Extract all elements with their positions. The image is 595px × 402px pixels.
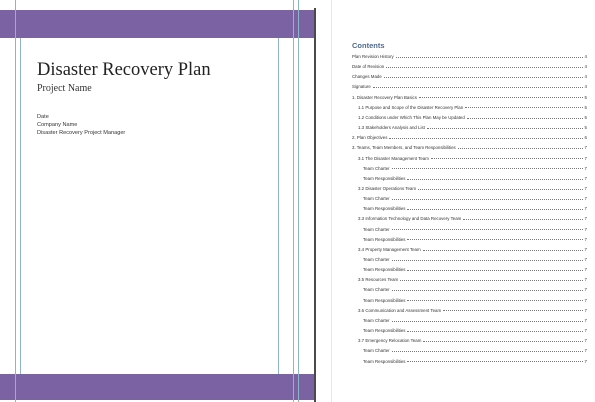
toc-entry-title: Team Responsibilities [363, 206, 406, 212]
toc-entry[interactable] [352, 52, 587, 59]
toc-dot-leader [443, 310, 582, 311]
toc-entry-page: 7 [584, 165, 587, 171]
toc-entry-page: 6 [584, 135, 587, 141]
toc-dot-leader [463, 219, 582, 220]
toc-dot-leader [407, 331, 582, 332]
toc-entry-title: 3.3 Information Technology and Data Recovery Team [358, 216, 462, 222]
toc-heading: Contents [352, 41, 385, 50]
toc-dot-leader [418, 189, 583, 190]
toc-entry-title: Team Responsibilities [363, 358, 406, 364]
toc-entry-page: 5 [584, 125, 587, 131]
toc-entry[interactable] [358, 214, 587, 221]
toc-entry-title: Team Charter [363, 287, 390, 293]
toc-dot-leader [407, 239, 582, 240]
toc-entry-title: Team Responsibilities [363, 297, 406, 303]
toc-dot-leader [407, 300, 582, 301]
toc-dot-leader [392, 321, 583, 322]
toc-entry[interactable] [363, 235, 587, 242]
cover-left-rule [15, 0, 16, 402]
page-shadow [314, 8, 316, 402]
toc-entry[interactable] [358, 113, 587, 120]
toc-entry-page: 7 [584, 317, 587, 323]
toc-entry[interactable] [358, 184, 587, 191]
toc-dot-leader [389, 138, 582, 139]
toc-entry-title: Team Charter [363, 226, 390, 232]
toc-entry-page: 7 [584, 145, 587, 151]
toc-entry-page: 7 [584, 257, 587, 262]
toc-entry-page: 7 [584, 175, 587, 181]
toc-entry[interactable] [358, 336, 587, 343]
toc-entry-title: Plan Revision History [352, 54, 394, 59]
toc-entry-title: 3.5 Resources Team [358, 277, 399, 283]
toc-entry[interactable] [358, 275, 587, 282]
cover-inner-rule-right [278, 38, 279, 374]
toc-dot-leader [386, 67, 582, 68]
toc-entry-title: Team Charter [363, 317, 390, 323]
toc-entry[interactable] [358, 306, 587, 313]
toc-entry-title: Team Charter [363, 348, 390, 354]
toc-entry-page: 4 [584, 84, 587, 90]
toc-dot-leader [373, 87, 583, 88]
cover-right-rule-b [298, 0, 299, 402]
toc-entry-page: 7 [584, 277, 587, 283]
toc-dot-leader [392, 290, 583, 291]
toc-entry-title: Changes Made [352, 74, 382, 80]
toc-dot-leader [465, 107, 582, 108]
toc-entry-title: Team Responsibilities [363, 236, 406, 242]
toc-entry[interactable] [363, 296, 587, 303]
cover-right-rule-a [293, 0, 294, 402]
toc-entry[interactable] [352, 133, 587, 140]
toc-entry-title: 1.1 Purpose and Scope of the Disaster Recovery Plan [358, 104, 464, 110]
toc-dot-leader [400, 280, 582, 281]
cover-top-band [0, 10, 315, 38]
cover-inner-rule-left [20, 38, 21, 374]
toc-entry-page: 7 [584, 267, 587, 273]
toc-dot-leader [407, 270, 582, 271]
toc-dot-leader [467, 118, 583, 119]
toc-entry-page: 7 [584, 297, 587, 303]
toc-entry[interactable] [363, 255, 587, 262]
toc-entry-page: 4 [584, 64, 587, 70]
toc-dot-leader [427, 128, 583, 129]
toc-dot-leader [423, 341, 582, 342]
toc-entry-title: Signature [352, 84, 371, 90]
toc-dot-leader [392, 229, 583, 230]
toc-entry-page: 7 [584, 155, 587, 161]
toc-entry-title: 3.1 The Disaster Management Team [358, 155, 429, 161]
toc-entry-title: Team Responsibilities [363, 267, 406, 273]
toc-dot-leader [423, 250, 583, 251]
toc-entry-page: 5 [584, 114, 587, 120]
toc-entry-title: Team Responsibilities [363, 175, 406, 181]
toc-entry[interactable] [352, 62, 587, 69]
cover-company-name: Company Name [37, 122, 78, 128]
toc-entry[interactable] [363, 204, 587, 211]
toc-entry[interactable] [352, 93, 587, 100]
toc-entry-title: 3.7 Emergency Relocation Team [358, 338, 422, 344]
toc-entry-title: Team Responsibilities [363, 328, 406, 334]
toc-entry[interactable] [358, 123, 587, 130]
toc-entry-title: 3.2 Disaster Operations Team [358, 185, 416, 191]
toc-entry[interactable] [358, 103, 587, 110]
toc-entry-page: 7 [584, 246, 587, 252]
toc-entry[interactable] [363, 164, 587, 171]
toc-entry[interactable] [352, 82, 587, 89]
toc-entry-title: 1.2 Conditions under Which This Plan May be Updated [358, 114, 465, 120]
cover-subtitle: Project Name [37, 83, 92, 94]
toc-entry-page: 7 [584, 358, 587, 364]
toc-entry[interactable] [352, 143, 587, 150]
toc-page [332, 0, 595, 402]
toc-entry-page: 7 [584, 226, 587, 232]
cover-title: Disaster Recovery Plan [37, 60, 211, 80]
toc-entry-page: 7 [584, 185, 587, 191]
toc-entry-page: 7 [584, 338, 587, 344]
toc-entry[interactable] [358, 245, 587, 252]
toc-dot-leader [392, 351, 583, 352]
toc-entry[interactable] [363, 174, 587, 181]
toc-entry-page: 5 [584, 104, 587, 110]
toc-entry[interactable] [363, 225, 587, 232]
toc-dot-leader [419, 97, 583, 98]
toc-dot-leader [407, 209, 582, 210]
toc-entry[interactable] [363, 265, 587, 272]
toc-entry-page: 7 [584, 287, 587, 293]
cover-date: Date [37, 114, 49, 120]
toc-dot-leader [392, 260, 583, 261]
toc-entry[interactable] [363, 316, 587, 323]
cover-bottom-band [0, 374, 315, 400]
toc-dot-leader [407, 179, 582, 180]
toc-dot-leader [392, 199, 583, 200]
cover-meta [37, 113, 125, 137]
toc-entry-title: 1. Disaster Recovery Plan Basics [352, 94, 417, 100]
cover-project-manager: Disaster Recovery Project Manager [37, 130, 126, 136]
toc-entry-title: 3.4 Property Management Team [358, 246, 421, 252]
toc-dot-leader [396, 57, 583, 58]
toc-entry-page: 7 [584, 328, 587, 334]
toc-entry-page: 7 [584, 216, 587, 222]
toc-entry-title: Team Charter [363, 196, 390, 202]
toc-entry-page: 7 [584, 236, 587, 242]
toc-entry-page: 4 [584, 74, 587, 80]
toc-entry-page: 4 [584, 54, 587, 59]
toc-entry-title: 2. Plan Objectives [352, 135, 388, 141]
toc-entry[interactable] [358, 154, 587, 161]
toc-entry-page: 5 [584, 94, 587, 100]
toc-entry-title: Date of Revision [352, 64, 385, 70]
toc-entry[interactable] [363, 285, 587, 292]
toc-dot-leader [431, 158, 583, 159]
toc-dot-leader [407, 361, 582, 362]
toc-entry[interactable] [363, 194, 587, 201]
toc-entry-page: 7 [584, 206, 587, 212]
toc-entry-title: 3. Teams, Team Members, and Team Responsibilities [352, 145, 456, 151]
toc-entry-page: 7 [584, 196, 587, 202]
toc-entry[interactable] [363, 326, 587, 333]
toc-entry[interactable] [363, 346, 587, 353]
toc-dot-leader [458, 148, 583, 149]
toc-entry[interactable] [352, 72, 587, 79]
toc-dot-leader [392, 168, 583, 169]
toc-entry[interactable] [363, 357, 587, 364]
toc-entry-title: Team Charter [363, 165, 390, 171]
toc-dot-leader [384, 77, 583, 78]
toc-entry-page: 7 [584, 307, 587, 313]
toc-entry-title: 1.3 Stakeholders Analysis and List [358, 125, 425, 131]
toc-entry-title: 3.6 Communication and Assessment Team [358, 307, 442, 313]
toc-entry-page: 7 [584, 348, 587, 354]
toc-entry-title: Team Charter [363, 257, 390, 262]
